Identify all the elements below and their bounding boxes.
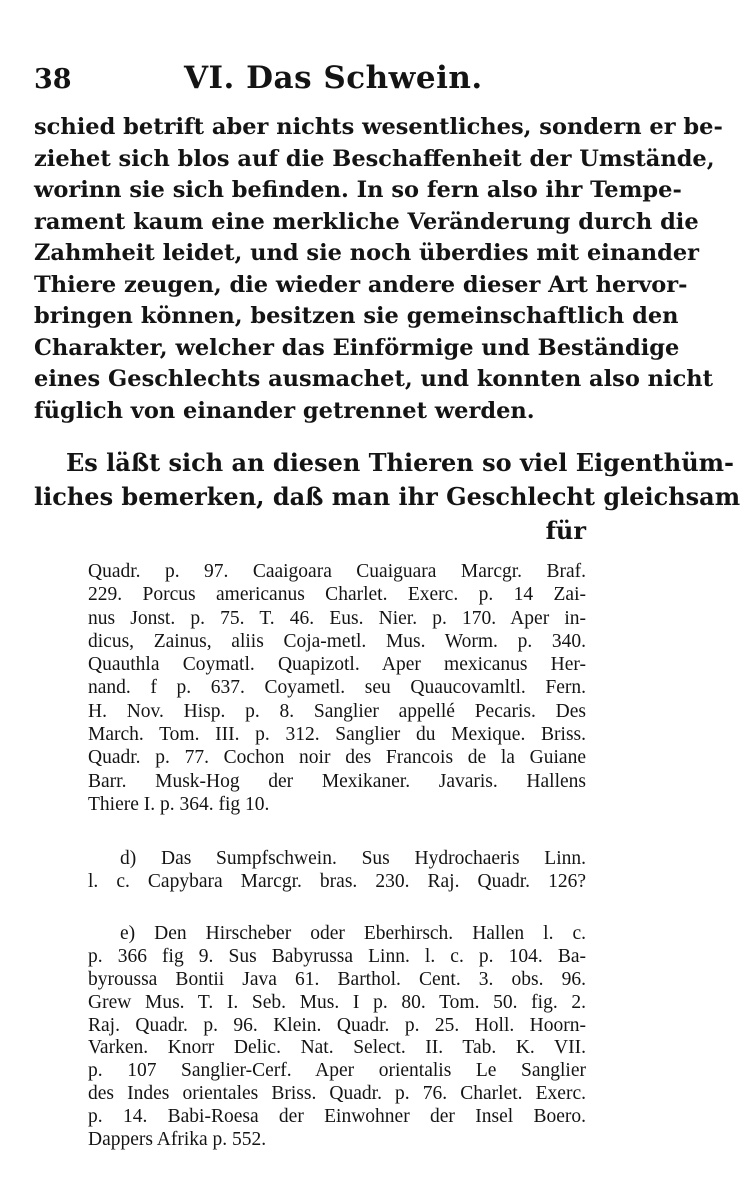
footnote-line: Quauthla Coymatl. Quapizotl. Aper mexicanus Her- <box>88 654 586 676</box>
paragraph-1 <box>34 112 723 427</box>
footnote-line: Quadr. p. 97. Caaigoara Cuaiguara Marcgr. Braf. <box>88 561 586 582</box>
footnote-line: Quadr. p. 77. Cochon noir des Francois de la Guiane <box>88 747 586 769</box>
footnote-line: des Indes orientales Briss. Quadr. p. 76. Charlet. Exerc. <box>88 1083 586 1105</box>
footnote-line: nus Jonst. p. 75. T. 46. Eus. Nier. p. 170. Aper in- <box>88 607 586 629</box>
footnote-line: Thiere I. p. 364. fig 10. <box>88 793 270 815</box>
footnote-a <box>88 560 586 816</box>
footnote-line: H. Nov. Hisp. p. 8. Sanglier appellé Pecaris. Des <box>88 700 586 722</box>
footnote-line: p. 366 fig 9. Sus Babyrussa Linn. l. c. p. 104. Ba- <box>88 945 586 967</box>
footnote-line: p. 14. Babi-Roesa der Einwohner der Insel Boero. <box>88 1106 586 1128</box>
footnote-line: March. Tom. III. p. 312. Sanglier du Mexique. Briss. <box>88 724 586 746</box>
text-line: Thiere zeugen, die wieder andere dieser Art hervor- <box>34 271 688 298</box>
text-line: Zahmheit leidet, und sie noch überdies mit einander <box>34 240 700 266</box>
text-line: füglich von einander getrennet werden. <box>34 397 535 424</box>
footnote-line: p. 107 Sanglier-Cerf. Aper orientalis Le Sanglier <box>88 1060 586 1082</box>
footnote-line: Barr. Musk-Hog der Mexikaner. Javaris. Hallens <box>88 770 586 792</box>
footnote-e <box>88 923 586 1152</box>
footnote-line: Raj. Quadr. p. 96. Klein. Quadr. p. 25. Holl. Hoorn- <box>88 1014 586 1036</box>
text-line: ziehet sich blos auf die Beschaffenheit der Umstände, <box>34 145 715 172</box>
footnote-d <box>88 847 586 894</box>
text-line: Charakter, welcher das Einförmige und Beständige <box>34 334 680 361</box>
text-line: liches bemerken, daß man ihr Geschlecht gleichsam <box>34 482 740 511</box>
footnote-line: l. c. Capybara Marcgr. bras. 230. Raj. Quadr. 126? <box>88 871 586 893</box>
footnote-line: Varken. Knorr Delic. Nat. Select. II. Tab. K. VII. <box>88 1037 586 1059</box>
running-head: VI. Das Schwein. <box>184 60 483 96</box>
text-line: eines Geschlechts ausmachet, und konnten also nicht <box>34 366 714 392</box>
footnote-line: e) Den Hirscheber oder Eberhirsch. Hallen l. c. <box>120 923 586 944</box>
text-line: worinn sie sich befinden. In so fern also ihr Tempe- <box>34 177 682 203</box>
text-line: schied betrift aber nichts wesentliches, sondern er be- <box>34 114 723 140</box>
footnote-line: nand. f p. 637. Coyametl. seu Quaucovamltl. Fern. <box>88 677 586 699</box>
footnote-line: Dappers Afrika p. 552. <box>88 1129 267 1151</box>
footnote-line: dicus, Zainus, aliis Coja-metl. Mus. Worm. p. 340. <box>88 630 586 652</box>
footnote-line: 229. Porcus americanus Charlet. Exerc. p. 14 Zai- <box>88 584 586 606</box>
page-number: 38 <box>34 64 72 95</box>
footnote-line: byroussa Bontii Java 61. Barthol. Cent. 3. obs. 96. <box>88 968 586 990</box>
footnote-line: d) Das Sumpfschwein. Sus Hydrochaeris Linn. <box>120 848 586 869</box>
text-line: Es läßt sich an diesen Thieren so viel Eigenthüm- <box>66 448 735 477</box>
paragraph-2 <box>34 446 740 548</box>
footnote-line: Grew Mus. T. I. Seb. Mus. I p. 80. Tom. 50. fig. 2. <box>88 991 586 1013</box>
page-header <box>34 60 594 100</box>
catchword: für <box>545 516 586 545</box>
text-line: bringen können, besitzen sie gemeinschaftlich den <box>34 303 679 329</box>
text-line: rament kaum eine merkliche Veränderung durch die <box>34 208 699 235</box>
